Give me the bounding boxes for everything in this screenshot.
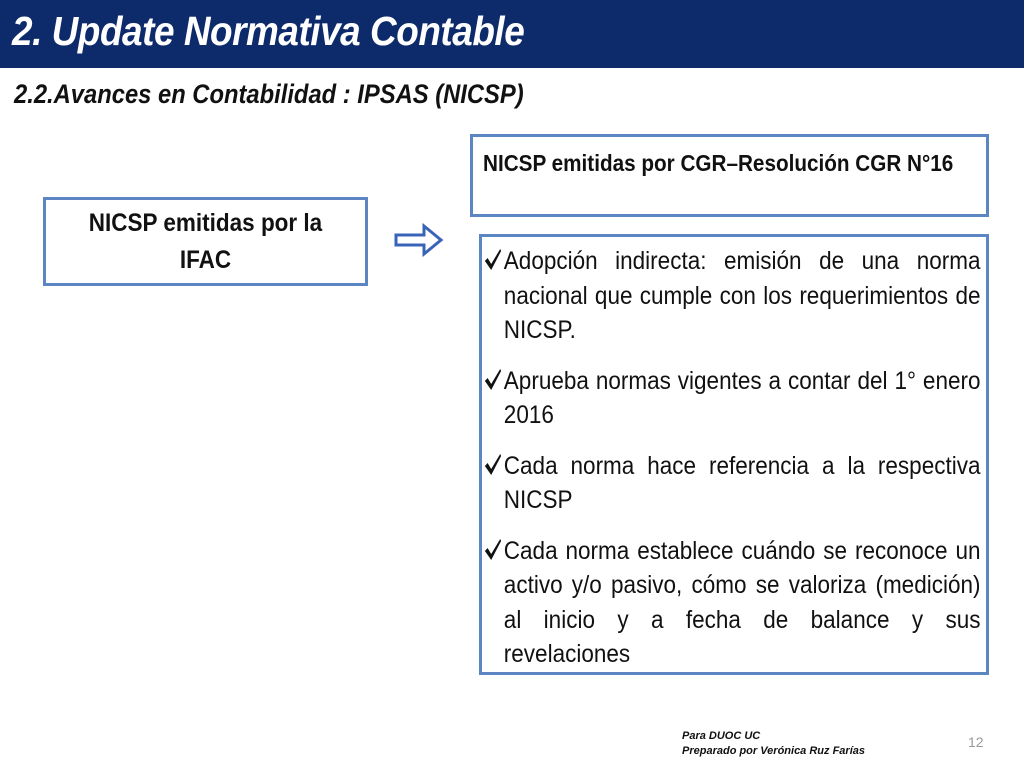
list-item-text: Adopción indirecta: emisión de una norma nacional que cumple con los requerimientos de NICSP. — [503, 247, 981, 344]
footer-credit-line-1: Para DUOC UC — [682, 730, 761, 742]
checkmark-icon — [484, 248, 502, 272]
slide-title: 2. Update Normativa Contable — [12, 8, 525, 54]
ifac-box — [43, 197, 368, 286]
list-item — [484, 364, 981, 433]
checkmark-icon — [484, 538, 502, 562]
footer-credit-line-2: Preparado por Verónica Ruz Farías — [682, 745, 865, 757]
list-item — [484, 534, 981, 672]
adoption-details-box — [479, 234, 989, 675]
checkmark-icon — [484, 453, 502, 477]
checkmark-icon — [484, 368, 502, 392]
ifac-box-label: NICSP emitidas por la IFAC — [88, 208, 323, 274]
list-item-text: Cada norma hace referencia a la respectiva NICSP — [503, 451, 981, 514]
list-item-text: Cada norma establece cuándo se reconoce un activo y/o pasivo, cómo se valoriza (medición) al inicio y a fecha de balance y sus revelaciones — [503, 536, 981, 668]
list-item-text: Aprueba normas vigentes a contar del 1° enero 2016 — [503, 366, 981, 429]
cgr-resolution-box — [470, 134, 989, 217]
footer-credit — [682, 729, 865, 759]
title-bar — [0, 0, 1024, 68]
list-item — [484, 449, 981, 518]
cgr-resolution-label: NICSP emitidas por CGR–Resolución CGR N°16 — [483, 150, 954, 176]
list-item — [484, 244, 981, 348]
slide-subtitle: 2.2.Avances en Contabilidad : IPSAS (NICSP) — [14, 79, 524, 109]
page-number: 12 — [968, 734, 984, 750]
outline-right-arrow-icon — [394, 220, 444, 260]
